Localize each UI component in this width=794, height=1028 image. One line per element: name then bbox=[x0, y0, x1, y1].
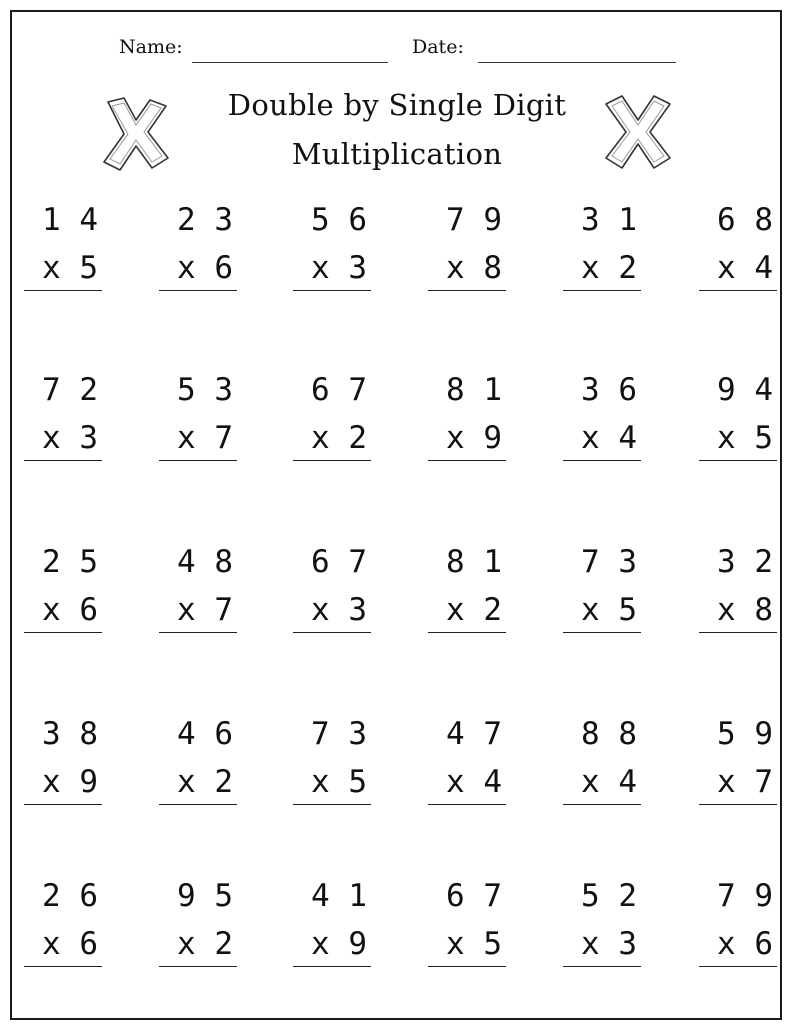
answer-line[interactable] bbox=[159, 632, 237, 633]
problem-item bbox=[683, 544, 773, 634]
answer-line[interactable] bbox=[293, 966, 371, 967]
answer-line[interactable] bbox=[563, 290, 641, 291]
problem-multiplicand: 8 8 bbox=[581, 716, 637, 752]
answer-line[interactable] bbox=[699, 632, 777, 633]
answer-line[interactable] bbox=[159, 804, 237, 805]
problem-multiplier: x 2 bbox=[446, 592, 502, 628]
problem-multiplier: x 4 bbox=[717, 250, 773, 286]
problem-multiplier: x 2 bbox=[177, 764, 233, 800]
problem-item bbox=[547, 716, 637, 806]
problem-item bbox=[683, 372, 773, 462]
problem-multiplicand: 3 8 bbox=[42, 716, 98, 752]
problem-multiplier: x 8 bbox=[446, 250, 502, 286]
answer-line[interactable] bbox=[293, 290, 371, 291]
problem-multiplier: x 5 bbox=[717, 420, 773, 456]
problem-item bbox=[143, 878, 233, 968]
problem-item bbox=[8, 372, 98, 462]
problem-multiplicand: 2 3 bbox=[177, 202, 233, 238]
answer-line[interactable] bbox=[293, 460, 371, 461]
problem-item bbox=[683, 716, 773, 806]
problem-multiplier: x 3 bbox=[311, 592, 367, 628]
problem-multiplier: x 4 bbox=[581, 420, 637, 456]
answer-line[interactable] bbox=[563, 460, 641, 461]
problem-multiplicand: 6 7 bbox=[311, 372, 367, 408]
answer-line[interactable] bbox=[24, 632, 102, 633]
problem-multiplier: x 9 bbox=[446, 420, 502, 456]
problem-item bbox=[412, 544, 502, 634]
problem-item bbox=[8, 544, 98, 634]
problem-multiplicand: 5 9 bbox=[717, 716, 773, 752]
answer-line[interactable] bbox=[293, 632, 371, 633]
problem-multiplicand: 2 5 bbox=[42, 544, 98, 580]
problem-item bbox=[277, 544, 367, 634]
problem-multiplicand: 7 9 bbox=[717, 878, 773, 914]
problem-multiplier: x 3 bbox=[581, 926, 637, 962]
page-title-line-2: Multiplication bbox=[291, 137, 503, 171]
answer-line[interactable] bbox=[428, 804, 506, 805]
problem-item bbox=[277, 372, 367, 462]
problem-multiplier: x 3 bbox=[42, 420, 98, 456]
page-title-line-1: Double by Single Digit bbox=[227, 88, 567, 122]
problem-multiplicand: 7 3 bbox=[311, 716, 367, 752]
answer-line[interactable] bbox=[428, 966, 506, 967]
problem-multiplicand: 4 7 bbox=[446, 716, 502, 752]
problem-multiplier: x 3 bbox=[311, 250, 367, 286]
problem-item bbox=[8, 716, 98, 806]
answer-line[interactable] bbox=[159, 966, 237, 967]
problem-multiplicand: 7 3 bbox=[581, 544, 637, 580]
problem-multiplier: x 9 bbox=[42, 764, 98, 800]
problem-multiplicand: 4 8 bbox=[177, 544, 233, 580]
problem-multiplier: x 5 bbox=[42, 250, 98, 286]
problem-multiplicand: 7 9 bbox=[446, 202, 502, 238]
problem-multiplicand: 8 1 bbox=[446, 544, 502, 580]
problem-multiplier: x 7 bbox=[177, 420, 233, 456]
answer-line[interactable] bbox=[159, 460, 237, 461]
problem-item bbox=[412, 202, 502, 292]
problem-multiplier: x 5 bbox=[581, 592, 637, 628]
answer-line[interactable] bbox=[428, 460, 506, 461]
problem-item bbox=[143, 202, 233, 292]
problem-item bbox=[683, 202, 773, 292]
problem-multiplicand: 1 4 bbox=[42, 202, 98, 238]
problem-item bbox=[412, 372, 502, 462]
problem-multiplicand: 9 5 bbox=[177, 878, 233, 914]
problem-item bbox=[143, 716, 233, 806]
problem-multiplicand: 4 1 bbox=[311, 878, 367, 914]
problem-multiplicand: 6 7 bbox=[446, 878, 502, 914]
problem-item bbox=[8, 202, 98, 292]
problem-item bbox=[547, 878, 637, 968]
problem-multiplier: x 9 bbox=[311, 926, 367, 962]
problem-multiplicand: 6 7 bbox=[311, 544, 367, 580]
problem-item bbox=[412, 878, 502, 968]
answer-line[interactable] bbox=[24, 290, 102, 291]
problem-multiplier: x 5 bbox=[446, 926, 502, 962]
problem-item bbox=[412, 716, 502, 806]
problem-multiplier: x 2 bbox=[177, 926, 233, 962]
problem-multiplier: x 7 bbox=[717, 764, 773, 800]
problem-multiplicand: 6 8 bbox=[717, 202, 773, 238]
problem-multiplicand: 4 6 bbox=[177, 716, 233, 752]
problem-multiplier: x 6 bbox=[42, 926, 98, 962]
problem-multiplicand: 5 6 bbox=[311, 202, 367, 238]
answer-line[interactable] bbox=[699, 460, 777, 461]
answer-line[interactable] bbox=[24, 460, 102, 461]
problem-multiplier: x 4 bbox=[581, 764, 637, 800]
name-label: Name: bbox=[119, 36, 183, 58]
answer-line[interactable] bbox=[159, 290, 237, 291]
problem-item bbox=[277, 202, 367, 292]
answer-line[interactable] bbox=[699, 804, 777, 805]
answer-line[interactable] bbox=[699, 966, 777, 967]
problem-multiplicand: 5 2 bbox=[581, 878, 637, 914]
problem-item bbox=[277, 716, 367, 806]
problem-multiplier: x 5 bbox=[311, 764, 367, 800]
answer-line[interactable] bbox=[293, 804, 371, 805]
problem-item bbox=[547, 372, 637, 462]
problem-multiplier: x 6 bbox=[42, 592, 98, 628]
problem-multiplier: x 7 bbox=[177, 592, 233, 628]
answer-line[interactable] bbox=[428, 290, 506, 291]
problem-multiplier: x 8 bbox=[717, 592, 773, 628]
problem-multiplicand: 8 1 bbox=[446, 372, 502, 408]
problem-multiplier: x 6 bbox=[717, 926, 773, 962]
answer-line[interactable] bbox=[563, 966, 641, 967]
answer-line[interactable] bbox=[563, 632, 641, 633]
problem-multiplicand: 3 2 bbox=[717, 544, 773, 580]
problem-multiplicand: 2 6 bbox=[42, 878, 98, 914]
problem-multiplier: x 6 bbox=[177, 250, 233, 286]
date-label: Date: bbox=[412, 36, 464, 58]
problem-multiplier: x 2 bbox=[311, 420, 367, 456]
problem-item bbox=[8, 878, 98, 968]
problem-item bbox=[547, 202, 637, 292]
answer-line[interactable] bbox=[699, 290, 777, 291]
problem-item bbox=[143, 544, 233, 634]
name-field[interactable] bbox=[192, 62, 388, 63]
problem-item bbox=[277, 878, 367, 968]
problem-multiplier: x 2 bbox=[581, 250, 637, 286]
problem-multiplicand: 9 4 bbox=[717, 372, 773, 408]
problem-multiplicand: 3 6 bbox=[581, 372, 637, 408]
problem-item bbox=[143, 372, 233, 462]
problem-item bbox=[547, 544, 637, 634]
answer-line[interactable] bbox=[24, 966, 102, 967]
problem-multiplicand: 7 2 bbox=[42, 372, 98, 408]
problem-multiplicand: 5 3 bbox=[177, 372, 233, 408]
problem-multiplier: x 4 bbox=[446, 764, 502, 800]
date-field[interactable] bbox=[478, 62, 676, 63]
problem-multiplicand: 3 1 bbox=[581, 202, 637, 238]
answer-line[interactable] bbox=[563, 804, 641, 805]
problem-item bbox=[683, 878, 773, 968]
answer-line[interactable] bbox=[428, 632, 506, 633]
answer-line[interactable] bbox=[24, 804, 102, 805]
